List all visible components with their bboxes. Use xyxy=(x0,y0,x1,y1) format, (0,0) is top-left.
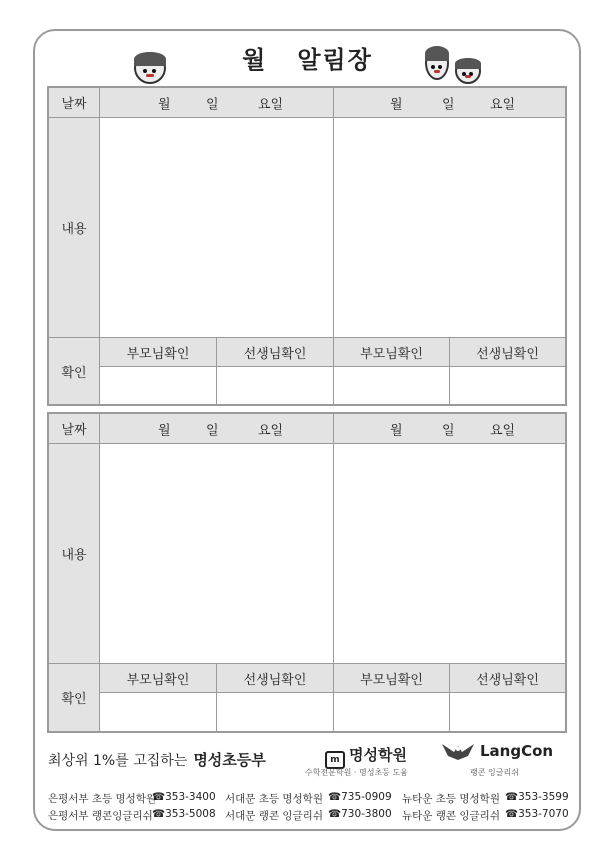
contact-name: 서대문 초등 명성학원 xyxy=(225,793,323,805)
notice-grid-2 xyxy=(47,412,567,733)
langcon-logo xyxy=(440,740,553,762)
contact-name: 뉴타운 초등 명성학원 xyxy=(402,793,500,805)
parent-sign-box[interactable] xyxy=(100,367,217,404)
content-area-left[interactable] xyxy=(100,444,334,664)
footer-slogan xyxy=(48,749,266,770)
teacher-confirm-label: 선생님확인 xyxy=(450,338,565,367)
parent-confirm-label: 부모님확인 xyxy=(100,338,217,367)
day-label: 일 xyxy=(206,97,219,112)
contact-name: 뉴타운 랭콘 잉글리쉬 xyxy=(402,810,500,822)
month-label: 월 xyxy=(390,423,403,438)
title-notice: 알림장 xyxy=(297,46,373,74)
myungsung-logo xyxy=(325,744,407,769)
teacher-sign-box[interactable] xyxy=(450,367,565,404)
content-label: 내용 xyxy=(49,444,100,664)
teacher-confirm-label: 선생님확인 xyxy=(217,338,334,367)
content-label: 내용 xyxy=(49,118,100,338)
slogan-brand: 명성초등부 xyxy=(193,751,266,769)
teacher-sign-box[interactable] xyxy=(217,693,334,731)
parent-confirm-label: 부모님확인 xyxy=(100,664,217,693)
teacher-sign-box[interactable] xyxy=(450,693,565,731)
parent-confirm-label: 부모님확인 xyxy=(334,664,450,693)
contact-phone: ☎735-0909 xyxy=(328,791,392,803)
date-field-right[interactable] xyxy=(334,88,565,118)
brand2-subtitle: 랭콘 잉글리쉬 xyxy=(470,768,519,777)
content-area-right[interactable] xyxy=(334,444,565,664)
notice-grid-1 xyxy=(47,86,567,406)
parent-sign-box[interactable] xyxy=(334,367,450,404)
brand2-name: LangCon xyxy=(480,742,554,760)
brand1-subtitle: 수학전문학원 · 명성초등 도움 xyxy=(305,768,408,777)
contact-phone: ☎730-3800 xyxy=(328,808,392,820)
contact-phone: ☎353-3599 xyxy=(505,791,569,803)
slogan-text: 최상위 1%를 고집하는 xyxy=(48,753,188,769)
month-label: 월 xyxy=(390,97,403,112)
eagle-logo-icon xyxy=(440,740,476,762)
day-label: 일 xyxy=(442,423,455,438)
weekday-label: 요일 xyxy=(490,97,516,112)
confirm-label: 확인 xyxy=(49,338,100,404)
date-field-left[interactable] xyxy=(100,88,334,118)
parent-sign-box[interactable] xyxy=(334,693,450,731)
title-month: 월 xyxy=(242,46,268,74)
page-title xyxy=(0,40,615,75)
contact-phone: ☎353-5008 xyxy=(152,808,216,820)
brand1-name: 명성학원 xyxy=(349,746,407,764)
weekday-label: 요일 xyxy=(490,423,516,438)
teacher-sign-box[interactable] xyxy=(217,367,334,404)
contact-phone: ☎353-3400 xyxy=(152,791,216,803)
weekday-label: 요일 xyxy=(258,97,284,112)
date-field-right[interactable] xyxy=(334,414,565,444)
parent-sign-box[interactable] xyxy=(100,693,217,731)
contact-name: 은평서부 초등 명성학원 xyxy=(48,793,157,805)
date-field-left[interactable] xyxy=(100,414,334,444)
month-label: 월 xyxy=(158,97,171,112)
content-area-right[interactable] xyxy=(334,118,565,338)
weekday-label: 요일 xyxy=(258,423,284,438)
date-label: 날짜 xyxy=(49,88,100,118)
contact-name: 서대문 랭콘 잉글리쉬 xyxy=(225,810,323,822)
month-label: 월 xyxy=(158,423,171,438)
teacher-confirm-label: 선생님확인 xyxy=(450,664,565,693)
day-label: 일 xyxy=(206,423,219,438)
contact-name: 은평서부 랭콘잉글리쉬 xyxy=(48,810,153,822)
parent-confirm-label: 부모님확인 xyxy=(334,338,450,367)
academy-logo-icon: m xyxy=(325,751,345,769)
contact-phone: ☎353-7070 xyxy=(505,808,569,820)
confirm-label: 확인 xyxy=(49,664,100,731)
date-label: 날짜 xyxy=(49,414,100,444)
day-label: 일 xyxy=(442,97,455,112)
content-area-left[interactable] xyxy=(100,118,334,338)
teacher-confirm-label: 선생님확인 xyxy=(217,664,334,693)
